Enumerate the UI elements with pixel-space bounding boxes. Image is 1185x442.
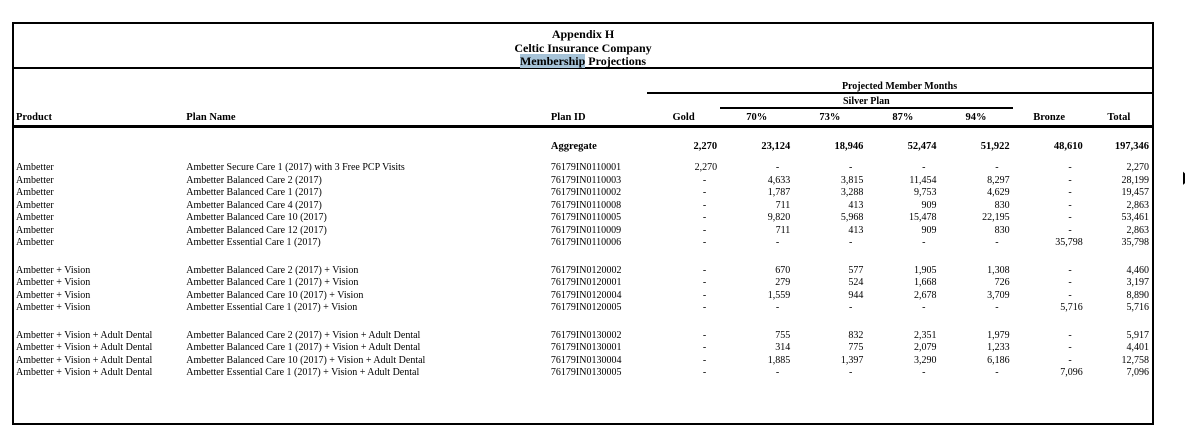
value-cell: 18,946: [834, 140, 864, 152]
value-cell: -: [775, 237, 780, 249]
value-cell: 670: [775, 264, 791, 276]
value-cell: 1,668: [913, 277, 937, 289]
value-cell: 830: [994, 199, 1010, 211]
value-cell: -: [775, 162, 780, 174]
value-cell: 15,478: [908, 212, 937, 224]
spacer-cell: [14, 314, 1152, 329]
table-row: [14, 162, 1152, 175]
product-cell: Ambetter: [16, 174, 54, 186]
value-cell: 48,610: [1053, 140, 1083, 152]
column-header-plan-id: Plan ID: [549, 108, 647, 127]
aggregate-row: [14, 139, 1152, 152]
title-report: [14, 55, 1152, 69]
table-row: [14, 174, 1152, 187]
plan-name-cell: Ambetter Balanced Care 10 (2017): [186, 212, 327, 224]
plan-name-cell: Ambetter Balanced Care 10 (2017) + Vision: [186, 289, 364, 301]
value-cell: -: [702, 212, 707, 224]
value-cell: -: [1068, 212, 1072, 224]
product-cell: Ambetter + Vision: [16, 302, 91, 314]
header-spacer: [1013, 93, 1086, 108]
value-cell: -: [1068, 187, 1072, 199]
plan-name-cell: Ambetter Balanced Care 2 (2017) + Vision + Adult Dental: [186, 329, 421, 341]
value-cell: 2,270: [1126, 162, 1149, 174]
product-cell: Ambetter: [16, 162, 54, 174]
spacer-row: [14, 127, 1152, 139]
value-cell: -: [995, 237, 999, 249]
value-cell: 2,863: [1126, 224, 1149, 236]
value-cell: 28,199: [1121, 174, 1149, 186]
value-cell: -: [702, 367, 707, 379]
table-row: [14, 187, 1152, 200]
spacer-row: [14, 152, 1152, 162]
value-cell: 7,096: [1126, 367, 1149, 379]
value-cell: -: [922, 237, 926, 249]
spacer-cell: [14, 152, 1152, 162]
plan-name-cell: Ambetter Balanced Care 2 (2017): [186, 174, 322, 186]
value-cell: 2,079: [913, 342, 937, 354]
value-cell: 775: [848, 342, 864, 354]
plan-name-cell: Ambetter Balanced Care 10 (2017) + Vision + Adult Dental: [186, 354, 426, 366]
value-cell: -: [1068, 162, 1072, 174]
table-row: [14, 199, 1152, 212]
projected-member-months-header-row: [14, 69, 1152, 93]
value-cell: -: [1068, 342, 1072, 354]
value-cell: -: [1068, 199, 1072, 211]
value-cell: 711: [775, 224, 791, 236]
value-cell: -: [1068, 264, 1072, 276]
value-cell: 2,270: [694, 162, 718, 174]
plan-id-cell: 76179IN0110002: [550, 187, 622, 199]
value-cell: -: [702, 187, 707, 199]
value-cell: 3,290: [913, 354, 937, 366]
table-row: [14, 367, 1152, 380]
value-cell: 944: [848, 289, 864, 301]
value-cell: 3,197: [1126, 277, 1149, 289]
value-cell: -: [702, 329, 707, 341]
title-company: Celtic Insurance Company: [514, 40, 652, 55]
value-cell: 413: [848, 224, 864, 236]
table-row: [14, 277, 1152, 290]
projected-member-months-header: Projected Member Months: [647, 69, 1152, 93]
table-row: [14, 354, 1152, 367]
plan-id-cell: 76179IN0110003: [550, 174, 622, 186]
plan-id-cell: 76179IN0110006: [550, 237, 622, 249]
column-header-73: 73%: [793, 108, 866, 127]
title-report-rest: Projections: [585, 54, 647, 68]
value-cell: -: [995, 162, 999, 174]
table-body: [14, 127, 1152, 380]
value-cell: 4,460: [1126, 264, 1149, 276]
value-cell: 577: [848, 264, 864, 276]
plan-name-cell: Ambetter Balanced Care 2 (2017) + Vision: [186, 264, 359, 276]
value-cell: -: [849, 302, 853, 314]
table-row: [14, 342, 1152, 355]
value-cell: 2,863: [1126, 199, 1149, 211]
product-cell: Ambetter + Vision: [16, 289, 91, 301]
value-cell: 53,461: [1121, 212, 1149, 224]
value-cell: 5,917: [1126, 329, 1149, 341]
product-cell: Ambetter: [16, 199, 54, 211]
mouse-cursor: [1181, 170, 1185, 191]
plan-id-cell: 76179IN0120002: [550, 264, 622, 276]
plan-id-cell: 76179IN0130002: [550, 329, 622, 341]
aggregate-label-cell: Aggregate: [550, 140, 597, 152]
value-cell: 52,474: [907, 140, 937, 152]
value-cell: 524: [848, 277, 864, 289]
document-title-block: [14, 24, 1152, 69]
value-cell: 5,716: [1060, 302, 1083, 314]
product-cell: [14, 139, 184, 152]
plan-id-cell: 76179IN0110008: [550, 199, 622, 211]
column-header-row: [14, 108, 1152, 127]
title-appendix: Appendix H: [551, 27, 615, 41]
plan-name-cell: Ambetter Balanced Care 4 (2017): [186, 199, 322, 211]
plan-id-cell: 76179IN0110001: [550, 162, 622, 174]
value-cell: 1,308: [987, 264, 1010, 276]
plan-id-cell: 76179IN0130005: [550, 367, 622, 379]
value-cell: 314: [775, 342, 791, 354]
appendix-document-page: [12, 22, 1154, 425]
value-cell: 711: [775, 199, 791, 211]
product-cell: Ambetter + Vision + Adult Dental: [16, 354, 153, 366]
value-cell: 3,288: [840, 187, 864, 199]
value-cell: 4,633: [767, 174, 791, 186]
value-cell: 909: [921, 224, 937, 236]
value-cell: -: [702, 264, 707, 276]
plan-id-cell: 76179IN0120005: [550, 302, 622, 314]
value-cell: 1,885: [767, 354, 791, 366]
value-cell: -: [702, 354, 707, 366]
value-cell: 2,270: [693, 140, 718, 152]
spacer-cell: [14, 127, 1152, 139]
value-cell: 5,716: [1126, 302, 1149, 314]
value-cell: 12,758: [1121, 354, 1149, 366]
value-cell: 51,922: [980, 140, 1010, 152]
value-cell: 2,351: [913, 329, 937, 341]
column-header-bronze: Bronze: [1013, 108, 1086, 127]
value-cell: 830: [994, 224, 1010, 236]
value-cell: -: [1068, 354, 1072, 366]
column-header-gold: Gold: [647, 108, 720, 127]
plan-name-cell: Ambetter Essential Care 1 (2017) + Vision + Adult Dental: [186, 367, 420, 379]
value-cell: -: [1068, 277, 1072, 289]
value-cell: 9,820: [767, 212, 791, 224]
value-cell: -: [702, 237, 707, 249]
value-cell: -: [995, 367, 999, 379]
product-cell: Ambetter + Vision + Adult Dental: [16, 367, 153, 379]
column-header-87: 87%: [866, 108, 939, 127]
header-spacer: [14, 93, 647, 108]
value-cell: 5,968: [840, 212, 864, 224]
value-cell: -: [995, 302, 999, 314]
value-cell: -: [1068, 289, 1072, 301]
column-header-total: Total: [1086, 108, 1152, 127]
value-cell: -: [702, 302, 707, 314]
product-cell: Ambetter: [16, 212, 54, 224]
silver-plan-header: Silver Plan: [720, 93, 1012, 108]
product-cell: Ambetter: [16, 187, 54, 199]
value-cell: 1,397: [840, 354, 864, 366]
table-row: [14, 264, 1152, 277]
value-cell: 4,629: [987, 187, 1010, 199]
header-spacer: [14, 69, 647, 93]
value-cell: -: [1068, 174, 1072, 186]
value-cell: 909: [921, 199, 937, 211]
plan-id-cell: 76179IN0120001: [550, 277, 622, 289]
table-row: [14, 224, 1152, 237]
value-cell: 726: [994, 277, 1010, 289]
plan-name-cell: Ambetter Essential Care 1 (2017): [186, 237, 321, 249]
value-cell: 4,401: [1126, 342, 1149, 354]
product-cell: Ambetter: [16, 224, 54, 236]
product-cell: Ambetter + Vision: [16, 264, 91, 276]
value-cell: 1,559: [767, 289, 791, 301]
column-header-94: 94%: [939, 108, 1012, 127]
plan-name-cell: Ambetter Secure Care 1 (2017) with 3 Free PCP Visits: [186, 162, 405, 174]
value-cell: 23,124: [761, 140, 791, 152]
value-cell: 9,753: [913, 187, 937, 199]
value-cell: -: [702, 277, 707, 289]
product-cell: Ambetter: [16, 237, 54, 249]
value-cell: 832: [848, 329, 864, 341]
table-row: [14, 302, 1152, 315]
silver-plan-header-row: [14, 93, 1152, 108]
plan-name-cell: [184, 139, 549, 152]
value-cell: -: [702, 342, 707, 354]
plan-id-cell: 76179IN0110009: [550, 224, 622, 236]
value-cell: -: [849, 237, 853, 249]
plan-name-cell: Ambetter Balanced Care 1 (2017) + Vision + Adult Dental: [186, 342, 421, 354]
value-cell: -: [1068, 224, 1072, 236]
value-cell: 1,979: [987, 329, 1010, 341]
value-cell: -: [922, 162, 926, 174]
column-header-70: 70%: [720, 108, 793, 127]
value-cell: 2,678: [913, 289, 937, 301]
value-cell: 22,195: [982, 212, 1010, 224]
value-cell: 19,457: [1121, 187, 1149, 199]
table-row: [14, 237, 1152, 250]
selected-text-highlight: Membership: [519, 54, 586, 68]
product-cell: Ambetter + Vision: [16, 277, 91, 289]
column-header-plan-name: Plan Name: [184, 108, 549, 127]
value-cell: 1,787: [767, 187, 791, 199]
plan-id-cell: 76179IN0110005: [550, 212, 622, 224]
plan-name-cell: Ambetter Balanced Care 1 (2017): [186, 187, 322, 199]
value-cell: 1,233: [987, 342, 1010, 354]
table-row: [14, 289, 1152, 302]
value-cell: 8,297: [987, 174, 1010, 186]
value-cell: 197,346: [1114, 140, 1149, 152]
table-row: [14, 212, 1152, 225]
value-cell: 755: [775, 329, 791, 341]
product-cell: Ambetter + Vision + Adult Dental: [16, 329, 153, 341]
value-cell: -: [849, 162, 853, 174]
value-cell: 7,096: [1060, 367, 1083, 379]
value-cell: 11,454: [909, 174, 937, 186]
value-cell: 35,798: [1121, 237, 1149, 249]
membership-projections-table: [14, 69, 1152, 379]
value-cell: 8,890: [1126, 289, 1149, 301]
column-header-product: Product: [14, 108, 184, 127]
value-cell: 3,815: [840, 174, 864, 186]
value-cell: -: [1068, 329, 1072, 341]
header-spacer: [1086, 93, 1152, 108]
plan-name-cell: Ambetter Balanced Care 12 (2017): [186, 224, 327, 236]
value-cell: -: [702, 224, 707, 236]
value-cell: -: [849, 367, 853, 379]
spacer-row: [14, 314, 1152, 329]
value-cell: -: [775, 367, 780, 379]
value-cell: 1,905: [913, 264, 937, 276]
plan-id-cell: 76179IN0130004: [550, 354, 622, 366]
value-cell: -: [702, 174, 707, 186]
value-cell: -: [922, 302, 926, 314]
value-cell: -: [775, 302, 780, 314]
value-cell: 279: [775, 277, 791, 289]
value-cell: -: [702, 199, 707, 211]
value-cell: -: [702, 289, 707, 301]
spacer-cell: [14, 249, 1152, 264]
header-spacer: [647, 93, 720, 108]
value-cell: 35,798: [1055, 237, 1083, 249]
value-cell: 3,709: [987, 289, 1010, 301]
plan-id-cell: 76179IN0120004: [550, 289, 622, 301]
value-cell: 413: [848, 199, 864, 211]
table-row: [14, 329, 1152, 342]
plan-name-cell: Ambetter Balanced Care 1 (2017) + Vision: [186, 277, 359, 289]
product-cell: Ambetter + Vision + Adult Dental: [16, 342, 153, 354]
plan-name-cell: Ambetter Essential Care 1 (2017) + Vision: [186, 302, 358, 314]
spacer-row: [14, 249, 1152, 264]
plan-id-cell: 76179IN0130001: [550, 342, 622, 354]
value-cell: -: [922, 367, 926, 379]
value-cell: 6,186: [987, 354, 1010, 366]
